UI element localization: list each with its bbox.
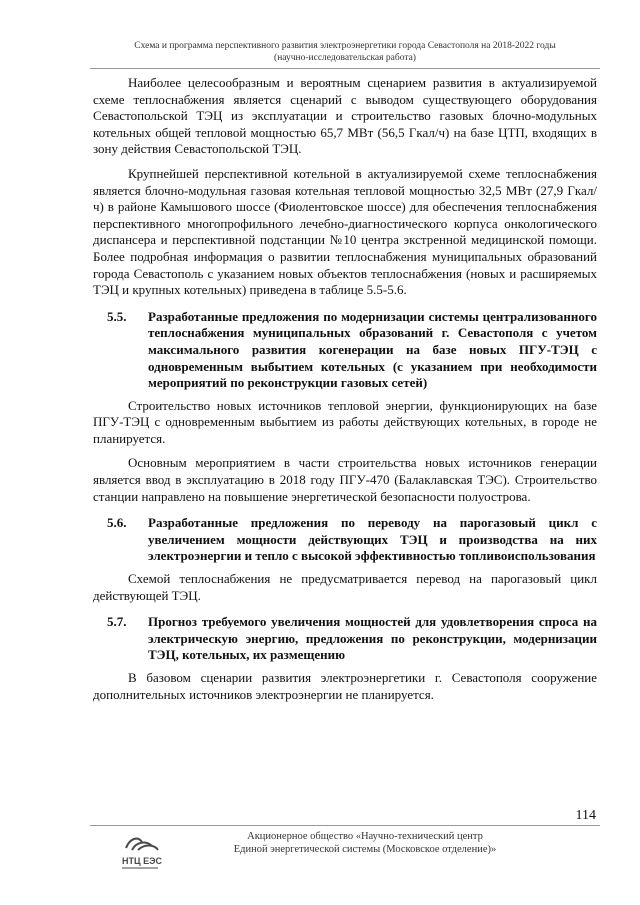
paragraph-6: В базовом сценарии развития электроэнергетики г. Севастополя сооружение дополнительных источников электроэнергии не планируется. <box>93 670 597 702</box>
section-heading-5-5 <box>93 309 597 392</box>
section-number: 5.7. <box>107 614 127 630</box>
section-title: Разработанные предложения по переводу на парогазовый цикл с увеличением мощности действующих ТЭЦ и производства на них электроэнергии и тепло с высокой эффективностью топливоиспользования <box>148 515 597 564</box>
header-divider <box>90 68 600 69</box>
footer <box>205 830 525 856</box>
paragraph-1: Наиболее целесообразным и вероятным сценарием развития в актуализируемой схеме теплоснабжения является сценарий с выводом существующего оборудования Севастопольской ТЭЦ из эксплуатации и строительство газовых блочно-модульных котельных общей тепловой мощностью 65,7 МВт (56,5 Гкал/ч) на базе ЦТП, входящих в зону действия Севастопольской ТЭЦ. <box>93 75 597 157</box>
section-title: Прогноз требуемого увеличения мощностей для удовлетворения спроса на электрическую энергию, предложения по реконструкции, модернизации ТЭЦ, котельных, их размещению <box>148 614 597 663</box>
header-line-2: (научно-исследовательская работа) <box>274 53 416 63</box>
paragraph-5: Схемой теплоснабжения не предусматривается перевод на парогазовый цикл действующей ТЭЦ. <box>93 571 597 603</box>
page-number: 114 <box>575 808 596 823</box>
paragraph-3: Строительство новых источников тепловой энергии, функционирующих на базе ПГУ-ТЭЦ с одновременным выбытием из работы действующих котельных, в городе не планируется. <box>93 397 597 446</box>
running-header <box>90 40 600 64</box>
section-number: 5.6. <box>107 515 127 531</box>
footer-line-1: Акционерное общество «Научно-технический центр <box>247 831 483 842</box>
section-heading-5-7 <box>93 614 597 664</box>
header-line-1: Схема и программа перспективного развития электроэнергетики города Севастополя на 2018-2022 годы <box>134 41 556 51</box>
paragraph-2: Крупнейшей перспективной котельной в актуализируемой схеме теплоснабжения является блочно-модульная газовая котельная тепловой мощностью 32,5 МВт (27,9 Гкал/ч) в районе Камышового шоссе (Фиолентовское шоссе) для обеспечения теплоснабжения перспективного многопрофильного лечебно-диагностического корпуса онкологического диспансера и перспективной подстанции №10 центра экстренной медицинской помощи. Более подробная информация о развитии теплоснабжения муниципальных образований города Севастополь с указанием новых объектов теплоснабжения (новых и расширяемых ТЭЦ и крупных котельных) приведена в таблице 5.5-5.6. <box>93 165 597 298</box>
paragraph-4: Основным мероприятием в части строительства новых источников генерации является ввод в эксплуатацию в 2018 году ПГУ-470 (Балаклавская ТЭС). Строительство станции направлено на повышение энергетической безопасности полуострова. <box>93 455 597 504</box>
section-title: Разработанные предложения по модернизации системы централизованного теплоснабжения муниципальных образований г. Севастополя с учетом максимального развития когенерации на базе новых ПГУ-ТЭЦ с одновременным выбытием котельных (с указанием при необходимости мероприятий по реконструкции газовых сетей) <box>148 308 597 391</box>
ntc-ees-logo-icon <box>118 832 164 874</box>
logo-text: НТЦ ЕЭС <box>122 856 162 866</box>
section-heading-5-6 <box>93 515 597 565</box>
section-number: 5.5. <box>107 308 127 324</box>
page-body <box>93 75 597 711</box>
footer-line-2: Единой энергетической системы (Московское отделение)» <box>233 844 497 855</box>
footer-divider <box>90 825 600 826</box>
